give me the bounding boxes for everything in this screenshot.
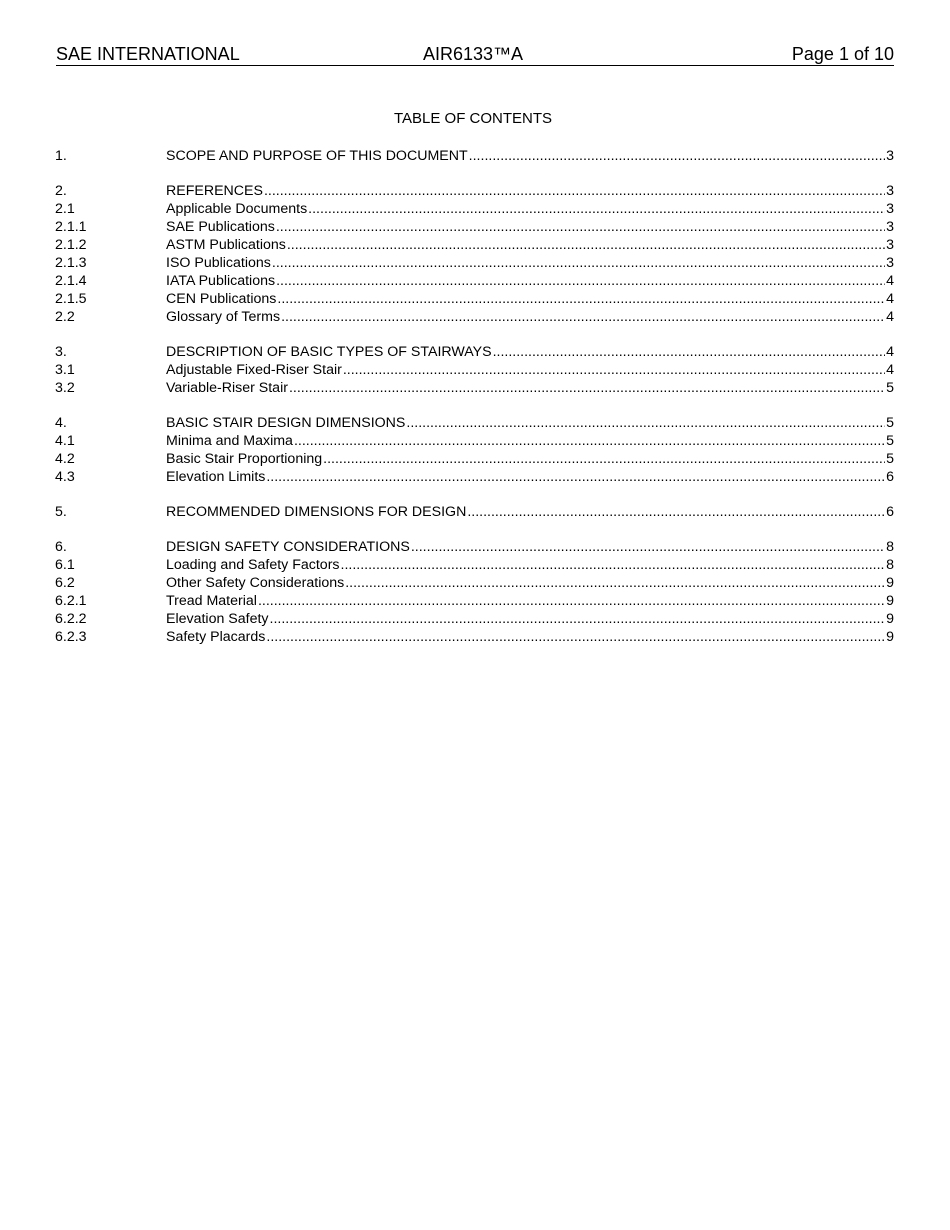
toc-entry-title: Other Safety Considerations: [166, 575, 345, 591]
toc-entry[interactable]: [55, 538, 894, 556]
toc-leader-dots: [266, 468, 885, 486]
toc-entry-page: 3: [886, 219, 894, 235]
toc-entry[interactable]: [55, 556, 894, 574]
toc-section-group: [55, 147, 894, 165]
toc-entry-title: BASIC STAIR DESIGN DIMENSIONS: [166, 415, 406, 431]
toc-entry-line: [166, 218, 894, 236]
toc-leader-dots: [294, 432, 885, 450]
toc-entry[interactable]: [55, 379, 894, 397]
toc-entry[interactable]: [55, 628, 894, 646]
toc-leader-dots: [272, 254, 885, 272]
toc-leader-dots: [341, 556, 886, 574]
toc-entry-number: 4.1: [55, 433, 75, 449]
toc-entry-title: Basic Stair Proportioning: [166, 451, 323, 467]
toc-entry[interactable]: [55, 592, 894, 610]
toc-entry-line: [166, 592, 894, 610]
toc-entry-title: Adjustable Fixed-Riser Stair: [166, 362, 342, 378]
toc-entry-line: [166, 414, 894, 432]
toc-entry-line: [166, 610, 894, 628]
toc-entry-number: 2.2: [55, 309, 75, 325]
toc-entry-page: 4: [886, 362, 894, 378]
toc-entry[interactable]: [55, 414, 894, 432]
toc-entry-page: 3: [886, 255, 894, 271]
toc-entry[interactable]: [55, 432, 894, 450]
toc-entry-number: 2.: [55, 183, 67, 199]
toc-entry-line: [166, 308, 894, 326]
toc-leader-dots: [276, 272, 885, 290]
toc-entry-line: [166, 556, 894, 574]
header-org: SAE INTERNATIONAL: [56, 44, 240, 64]
toc-entry-line: [166, 182, 894, 200]
toc-leader-dots: [308, 200, 885, 218]
toc-entry[interactable]: [55, 218, 894, 236]
toc-entry-line: [166, 343, 894, 361]
toc-leader-dots: [281, 308, 885, 326]
toc-entry-title: Minima and Maxima: [166, 433, 293, 449]
page-header: [56, 43, 894, 66]
toc-entry-page: 5: [886, 451, 894, 467]
toc-entry-title: Tread Material: [166, 593, 257, 609]
toc-entry[interactable]: [55, 182, 894, 200]
toc-leader-dots: [343, 361, 885, 379]
toc-entry-page: 3: [886, 201, 894, 217]
toc-entry-page: 6: [886, 504, 894, 520]
toc-entry[interactable]: [55, 450, 894, 468]
toc-entry-title: DESIGN SAFETY CONSIDERATIONS: [166, 539, 410, 555]
toc-entry-number: 4.2: [55, 451, 75, 467]
toc-entry-title: SAE Publications: [166, 219, 275, 235]
toc-section-group: [55, 414, 894, 486]
toc-entry-number: 6.1: [55, 557, 75, 573]
toc-entry-line: [166, 254, 894, 272]
toc-entry-number: 3.2: [55, 380, 75, 396]
toc-entry-line: [166, 574, 894, 592]
toc-entry-page: 3: [886, 148, 894, 164]
toc-entry-number: 6.: [55, 539, 67, 555]
toc-entry-page: 4: [886, 309, 894, 325]
toc-leader-dots: [277, 290, 885, 308]
toc-entry-number: 4.3: [55, 469, 75, 485]
toc-entry-title: Applicable Documents: [166, 201, 308, 217]
toc-entry-number: 4.: [55, 415, 67, 431]
toc-entry-number: 6.2.3: [55, 629, 87, 645]
toc-entry-page: 5: [886, 380, 894, 396]
toc-section-group: [55, 343, 894, 397]
toc-entry-number: 6.2: [55, 575, 75, 591]
toc-leader-dots: [258, 592, 885, 610]
toc-leader-dots: [287, 236, 885, 254]
toc-leader-dots: [345, 574, 885, 592]
toc-entry[interactable]: [55, 290, 894, 308]
toc-entry[interactable]: [55, 308, 894, 326]
toc-entry-title: Glossary of Terms: [166, 309, 281, 325]
toc-section-group: [55, 538, 894, 646]
toc-entry-line: [166, 361, 894, 379]
toc-entry-title: Safety Placards: [166, 629, 266, 645]
toc-entry[interactable]: [55, 254, 894, 272]
toc-entry-line: [166, 236, 894, 254]
toc-entry-line: [166, 432, 894, 450]
toc-entry-line: [166, 290, 894, 308]
toc-entry-line: [166, 628, 894, 646]
toc-entry[interactable]: [55, 272, 894, 290]
toc-entry[interactable]: [55, 236, 894, 254]
toc-entry-page: 3: [886, 183, 894, 199]
toc-entry-number: 1.: [55, 148, 67, 164]
toc-entry[interactable]: [55, 361, 894, 379]
toc-entry-line: [166, 379, 894, 397]
toc-entry-number: 2.1: [55, 201, 75, 217]
toc-entry-page: 3: [886, 237, 894, 253]
toc-entry-title: ISO Publications: [166, 255, 271, 271]
toc-entry-page: 9: [886, 611, 894, 627]
toc-entry[interactable]: [55, 574, 894, 592]
toc-entry-title: DESCRIPTION OF BASIC TYPES OF STAIRWAYS: [166, 344, 492, 360]
toc-leader-dots: [467, 503, 885, 521]
toc-entry-page: 6: [886, 469, 894, 485]
toc-entry-page: 8: [886, 539, 894, 555]
toc-entry[interactable]: [55, 610, 894, 628]
toc-entry-line: [166, 272, 894, 290]
toc-entry-line: [166, 450, 894, 468]
toc-entry-page: 9: [886, 593, 894, 609]
toc-entry-page: 5: [886, 433, 894, 449]
toc-leader-dots: [323, 450, 885, 468]
toc-entry-title: IATA Publications: [166, 273, 276, 289]
toc-entry-number: 2.1.4: [55, 273, 87, 289]
toc-entry-page: 4: [886, 273, 894, 289]
toc-entry-title: CEN Publications: [166, 291, 277, 307]
toc-entry-page: 4: [886, 291, 894, 307]
toc-entry-number: 6.2.2: [55, 611, 87, 627]
toc-entry-number: 3.1: [55, 362, 75, 378]
toc-leader-dots: [411, 538, 885, 556]
toc-entry[interactable]: [55, 468, 894, 486]
toc-leader-dots: [493, 343, 886, 361]
toc-entry-number: 2.1.2: [55, 237, 87, 253]
header-page-info: Page 1 of 10: [791, 44, 894, 64]
toc-leader-dots: [276, 218, 885, 236]
toc-entry-page: 8: [886, 557, 894, 573]
toc-entry-line: [166, 200, 894, 218]
table-of-contents: [55, 147, 894, 663]
toc-entry-title: ASTM Publications: [166, 237, 286, 253]
toc-leader-dots: [266, 628, 885, 646]
toc-entry-title: Elevation Safety: [166, 611, 269, 627]
toc-entry-title: Loading and Safety Factors: [166, 557, 340, 573]
toc-entry-number: 3.: [55, 344, 67, 360]
toc-entry-page: 4: [886, 344, 894, 360]
toc-entry-number: 2.1.1: [55, 219, 87, 235]
toc-section-group: [55, 503, 894, 521]
toc-entry-title: RECOMMENDED DIMENSIONS FOR DESIGN: [166, 504, 467, 520]
toc-entry[interactable]: [55, 503, 894, 521]
toc-entry-page: 9: [886, 629, 894, 645]
toc-entry-title: Elevation Limits: [166, 469, 266, 485]
toc-entry-line: [166, 503, 894, 521]
toc-entry-page: 5: [886, 415, 894, 431]
toc-leader-dots: [270, 610, 886, 628]
toc-leader-dots: [406, 414, 885, 432]
toc-entry-title: SCOPE AND PURPOSE OF THIS DOCUMENT: [166, 148, 468, 164]
toc-entry-line: [166, 538, 894, 556]
toc-leader-dots: [469, 147, 885, 165]
toc-entry-number: 6.2.1: [55, 593, 87, 609]
toc-entry-line: [166, 468, 894, 486]
toc-title: TABLE OF CONTENTS: [393, 110, 553, 127]
toc-entry-line: [166, 147, 894, 165]
toc-entry-title: Variable-Riser Stair: [166, 380, 288, 396]
toc-entry[interactable]: [55, 200, 894, 218]
toc-entry-title: REFERENCES: [166, 183, 263, 199]
toc-leader-dots: [289, 379, 885, 397]
toc-entry-number: 5.: [55, 504, 67, 520]
toc-entry-number: 2.1.5: [55, 291, 87, 307]
header-doc-id: AIR6133™A: [423, 44, 524, 64]
toc-section-group: [55, 182, 894, 326]
toc-entry[interactable]: [55, 147, 894, 165]
toc-entry[interactable]: [55, 343, 894, 361]
toc-leader-dots: [264, 182, 885, 200]
toc-entry-number: 2.1.3: [55, 255, 87, 271]
toc-entry-page: 9: [886, 575, 894, 591]
